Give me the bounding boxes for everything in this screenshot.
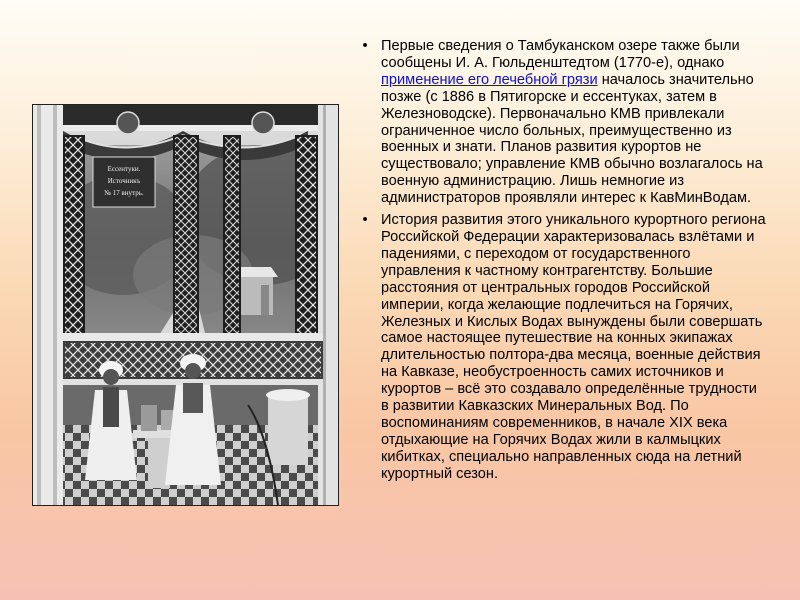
list-item xyxy=(358,38,768,207)
bullet-icon: • xyxy=(362,212,368,229)
therapeutic-mud-link[interactable]: применение его лечебной грязи xyxy=(381,71,598,88)
sign-line-2: Источникъ xyxy=(107,177,141,185)
paragraph-2: История развития этого уникального курортного региона Российской Федерации характеризовалась взлётами и падениями, с переходом от государственного управления к частному контрагентству. Большие расстояния от центральных городов Российской империи, когда желающие подлечиться на Горячих, Железных и Кислых Водах вынуждены были совершать самое настоящее путешествие на конных экипажах длительностью полтора-два месяца, военные действия на Кавказе, необустроенность самих источников и курортов – всё это создавало определённые трудности в развитии Кавказских Минеральных Вод. По воспоминаниям современников, в начале XIX века отдыхающие на Горячих Водах жили в калмыцких кибитках, специально направленных сюда на летний курортный сезон. xyxy=(381,212,766,482)
sign-line-1: Ессентуки. xyxy=(107,165,141,173)
text-content xyxy=(358,38,768,488)
bullet-list xyxy=(358,38,768,483)
paragraph-1-start: Первые сведения о Тамбуканском озере также были сообщены И. А. Гюльденштедтом (1770-е), однако xyxy=(381,38,740,71)
paragraph-1-end: началось значительно позже (с 1886 в Пятигорске и ессентуках, затем в Железноводске). Первоначально КМВ привлекали ограниченное число больных, преимущественно из военных и знати. Планов развития курортов не существовало; управление КМВ обычно возлагалось на военную администрацию. Лишь немногие из администраторов проявляли интерес к КавМинВодам. xyxy=(381,71,763,207)
sign-line-3: № 17 внутрь. xyxy=(104,189,144,197)
list-item xyxy=(358,212,768,483)
gazebo-illustration xyxy=(33,105,338,505)
historical-photo xyxy=(33,105,338,505)
bullet-icon: • xyxy=(362,38,368,54)
